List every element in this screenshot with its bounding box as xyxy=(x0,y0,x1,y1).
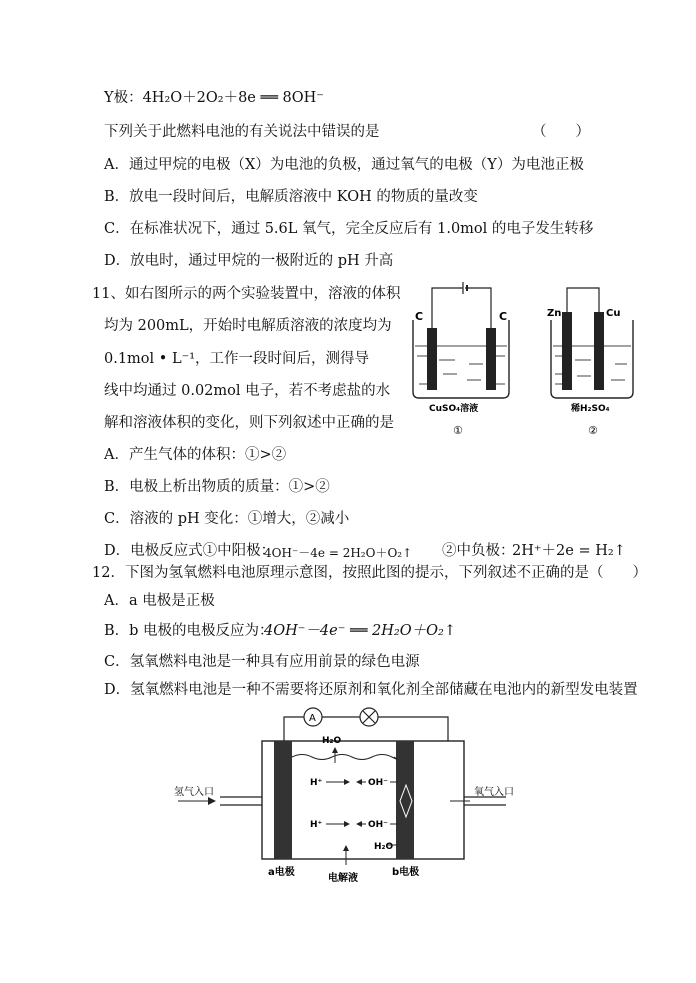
q11-option-b: B．电极上析出物质的质量：①>② xyxy=(104,479,330,495)
fuel-cell-figure xyxy=(160,705,540,890)
oh-ion-upper: OH⁻ xyxy=(368,778,388,788)
q11-stem-line-2: 均为 200mL，开始时电解质溶液的浓度均为 xyxy=(104,318,392,334)
ammeter-icon xyxy=(304,708,322,726)
cell-2-right-electrode: Cu xyxy=(606,308,621,319)
a-electrode-label: a电极 xyxy=(268,867,295,878)
q11-option-d: D．电极反应式①中阳极： xyxy=(104,543,276,559)
lamp-icon xyxy=(360,708,378,726)
q10-answer-paren: （ ） xyxy=(532,124,590,140)
q12-option-b-equation: 4OH⁻－4e⁻ ══ 2H₂O＋O₂↑ xyxy=(264,623,456,639)
q11-stem-line-1: 11、如右图所示的两个实验装置中，溶液的体积 xyxy=(92,286,401,302)
ammeter-label: A xyxy=(309,713,316,724)
q10-option-b: B．放电一段时间后，电解质溶液中 KOH 的物质的量改变 xyxy=(104,189,478,205)
q11-stem-line-4: 线中均通过 0.02mol 电子，若不考虑盐的水 xyxy=(104,383,391,399)
electrolysis-cells-figure xyxy=(405,280,645,440)
q12-stem: 12．下图为氢氧燃料电池原理示意图，按照此图的提示，下列叙述不正确的是（ ） xyxy=(92,565,647,581)
q11-stem-line-3: 0.1mol • L⁻¹，工作一段时间后，测得导 xyxy=(104,351,370,367)
cell-1-left-electrode: C xyxy=(415,310,424,323)
q11-option-d-cathode-eq: 2H⁺＋2e = H₂↑ xyxy=(512,543,626,559)
h-ion-lower: H⁺ xyxy=(310,820,323,830)
b-electrode-label: b电极 xyxy=(392,867,420,878)
q12-option-a: A．a 电极是正极 xyxy=(104,593,215,609)
q12-option-c: C．氢氧燃料电池是一种具有应用前景的绿色电源 xyxy=(104,654,420,670)
cell-2-solution-label: 稀H₂SO₄ xyxy=(571,404,610,414)
q12-option-b: B．b 电极的电极反应为： xyxy=(104,623,274,639)
electrolyte-label: 电解液 xyxy=(328,873,358,884)
q12-option-d: D．氢氧燃料电池是一种不需要将还原剂和氧化剂全部储藏在电池内的新型发电装置 xyxy=(104,682,638,698)
q10-option-a: A．通过甲烷的电极（X）为电池的负极，通过氧气的电极（Y）为电池正极 xyxy=(104,157,584,173)
cell-1-number: ① xyxy=(453,424,463,437)
hydrogen-inlet-label: 氢气入口 xyxy=(174,787,214,798)
q11-option-a: A．产生气体的体积：①>② xyxy=(104,447,287,463)
h-ion-upper: H⁺ xyxy=(310,778,323,788)
cell-2-number: ② xyxy=(588,424,598,437)
cell-1-right-electrode: C xyxy=(499,310,508,323)
oxygen-inlet-label: 氧气入口 xyxy=(474,787,514,798)
q11-stem-line-5: 解和溶液体积的变化，则下列叙述中正确的是 xyxy=(104,415,394,431)
cell-1-solution-label: CuSO₄溶液 xyxy=(429,404,479,414)
q11-option-d-anode-eq: 4OH⁻－4e = 2H₂O＋O₂↑ xyxy=(264,546,413,560)
cell-2 xyxy=(547,288,633,437)
q10-option-d: D．放电时，通过甲烷的一极附近的 pH 升高 xyxy=(104,253,394,269)
cell-1 xyxy=(413,282,509,437)
water-top-label: H₂O xyxy=(322,736,342,746)
y-pole-equation: Y极：4H₂O＋2O₂＋8e ══ 8OH⁻ xyxy=(104,90,324,106)
q11-option-c: C．溶液的 pH 变化：①增大，②减小 xyxy=(104,511,350,527)
q11-option-d-part2: ②中负极： xyxy=(442,543,515,559)
oh-ion-lower: OH⁻ xyxy=(368,820,388,830)
q10-stem: 下列关于此燃料电池的有关说法中错误的是 xyxy=(104,124,380,140)
water-bottom-label: H₂O xyxy=(374,842,394,852)
cell-2-left-electrode: Zn xyxy=(547,308,562,319)
q10-option-c: C．在标准状况下，通过 5.6L 氧气，完全反应后有 1.0mol 的电子发生转移 xyxy=(104,221,594,237)
